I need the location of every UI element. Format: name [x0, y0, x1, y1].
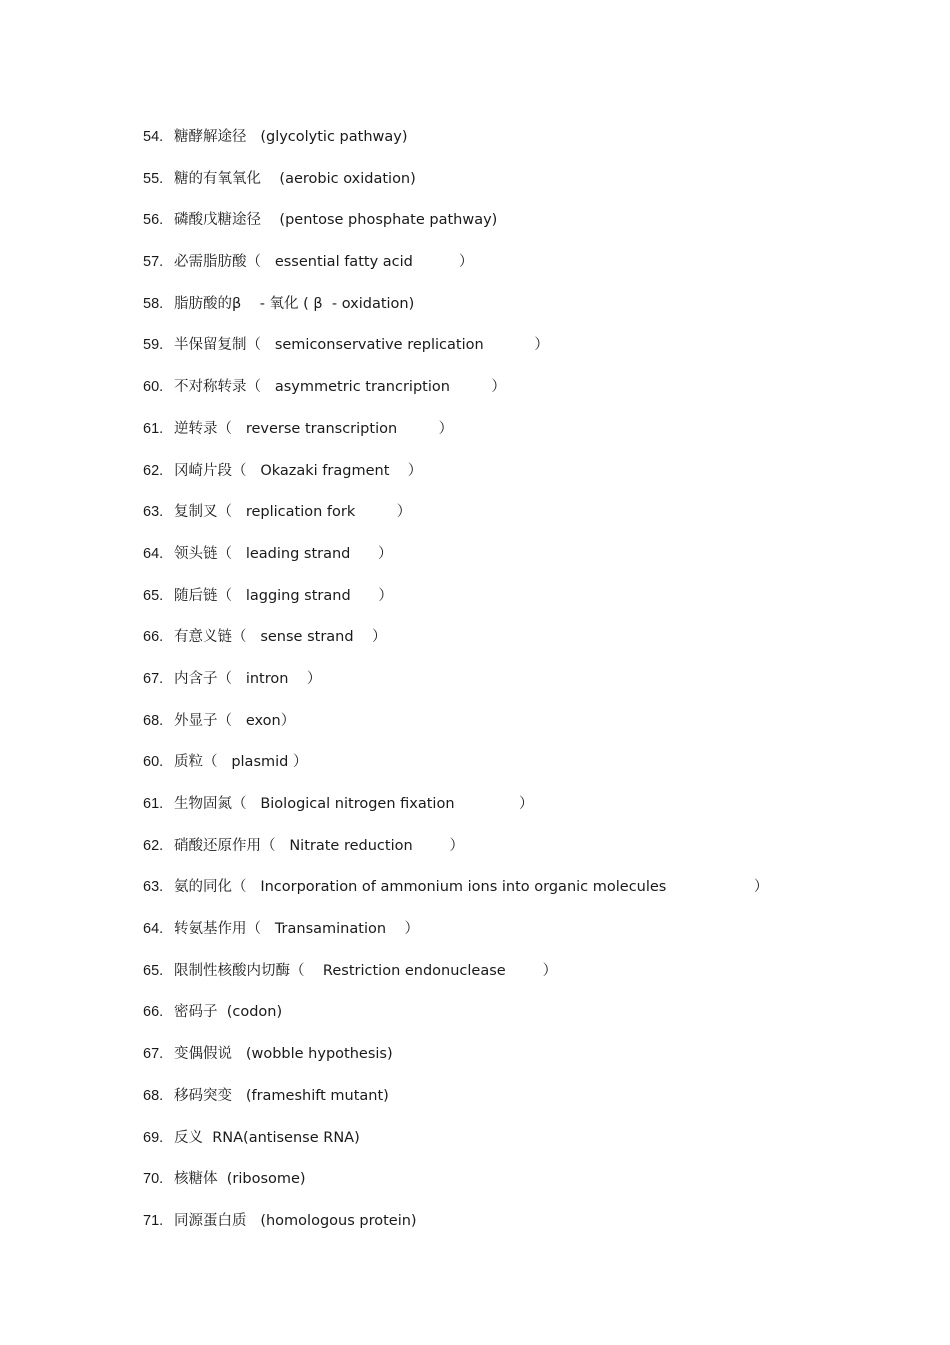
list-item	[143, 502, 863, 544]
list-item	[143, 794, 863, 836]
item-text: 反义 RNA(antisense RNA)	[174, 1129, 360, 1146]
item-text: 磷酸戊糖途径 (pentose phosphate pathway)	[174, 212, 498, 229]
item-text: 核糖体 (ribosome)	[174, 1171, 306, 1188]
item-number: 54.	[143, 129, 164, 145]
item-text: 移码突变 (frameshift mutant)	[174, 1087, 389, 1104]
list-item	[143, 1211, 863, 1253]
item-text: 硝酸还原作用（ Nitrate reduction ）	[174, 837, 465, 854]
list-item	[143, 586, 863, 628]
item-number: 62.	[143, 462, 164, 479]
item-text: 脂肪酸的β - 氧化 ( β - oxidation)	[174, 295, 415, 312]
item-text: 限制性核酸内切酶（ Restriction endonuclease ）	[174, 962, 558, 979]
item-text: 糖酵解途径 (glycolytic pathway)	[174, 129, 408, 145]
list-item	[143, 627, 863, 669]
item-text: 密码子 (codon)	[174, 1004, 283, 1021]
item-number: 57.	[143, 254, 164, 271]
item-number: 58.	[143, 295, 164, 312]
list-item	[143, 169, 863, 211]
item-text: 变偶假说 (wobble hypothesis)	[174, 1046, 393, 1063]
item-number: 68.	[143, 712, 164, 729]
item-text: 半保留复制（ semiconservative replication ）	[174, 337, 549, 354]
item-text: 生物固氮（ Biological nitrogen fixation ）	[174, 796, 534, 812]
item-number: 69.	[143, 1129, 164, 1146]
item-number: 63.	[143, 879, 164, 896]
list-item	[143, 544, 863, 586]
item-text: 质粒（ plasmid ）	[174, 754, 308, 771]
item-text: 随后链（ lagging strand ）	[174, 587, 393, 604]
item-number: 62.	[143, 837, 164, 854]
item-number: 66.	[143, 629, 164, 646]
item-number: 59.	[143, 337, 164, 354]
list-item	[143, 1128, 863, 1170]
item-text: 有意义链（ sense strand ）	[174, 629, 387, 646]
term-list	[143, 127, 863, 1253]
list-item	[143, 294, 863, 336]
list-item	[143, 419, 863, 461]
list-item	[143, 461, 863, 503]
item-number: 70.	[143, 1171, 164, 1188]
item-number: 67.	[143, 670, 164, 687]
list-item	[143, 377, 863, 419]
item-number: 65.	[143, 962, 164, 979]
item-number: 63.	[143, 504, 164, 521]
item-number: 71.	[143, 1212, 164, 1229]
list-item	[143, 877, 863, 919]
list-item	[143, 919, 863, 961]
list-item	[143, 1002, 863, 1044]
item-number: 67.	[143, 1046, 164, 1063]
item-number: 55.	[143, 170, 164, 187]
list-item	[143, 961, 863, 1003]
item-text: 领头链（ leading strand ）	[174, 545, 393, 562]
item-number: 64.	[143, 545, 164, 562]
item-text: 同源蛋白质 (homologous protein)	[174, 1212, 417, 1229]
item-text: 氨的同化（ Incorporation of ammonium ions into organic molecules ）	[174, 879, 769, 896]
list-item	[143, 252, 863, 294]
list-item	[143, 127, 863, 169]
list-item	[143, 669, 863, 711]
item-text: 冈崎片段（ Okazaki fragment ）	[174, 462, 423, 479]
item-number: 64.	[143, 921, 164, 938]
item-text: 复制叉（ replication fork ）	[174, 504, 412, 521]
item-text: 不对称转录（ asymmetric trancription ）	[174, 379, 506, 396]
item-number: 60.	[143, 379, 164, 396]
item-number: 68.	[143, 1087, 164, 1104]
list-item	[143, 711, 863, 753]
item-text: 必需脂肪酸（ essential fatty acid ）	[174, 254, 474, 271]
list-item	[143, 836, 863, 878]
item-number: 66.	[143, 1004, 164, 1021]
list-item	[143, 1169, 863, 1211]
list-item	[143, 752, 863, 794]
item-number: 61.	[143, 796, 164, 812]
item-number: 56.	[143, 212, 164, 229]
list-item	[143, 1044, 863, 1086]
item-text: 外显子（ exon）	[174, 712, 296, 729]
item-number: 65.	[143, 587, 164, 604]
item-text: 内含子（ intron ）	[174, 670, 322, 687]
list-item	[143, 1086, 863, 1128]
item-text: 糖的有氧氧化 (aerobic oxidation)	[174, 170, 416, 187]
item-number: 60.	[143, 754, 164, 771]
item-text: 转氨基作用（ Transamination ）	[174, 921, 419, 938]
list-item	[143, 335, 863, 377]
item-text: 逆转录（ reverse transcription ）	[174, 420, 454, 437]
item-number: 61.	[143, 420, 164, 437]
list-item	[143, 210, 863, 252]
